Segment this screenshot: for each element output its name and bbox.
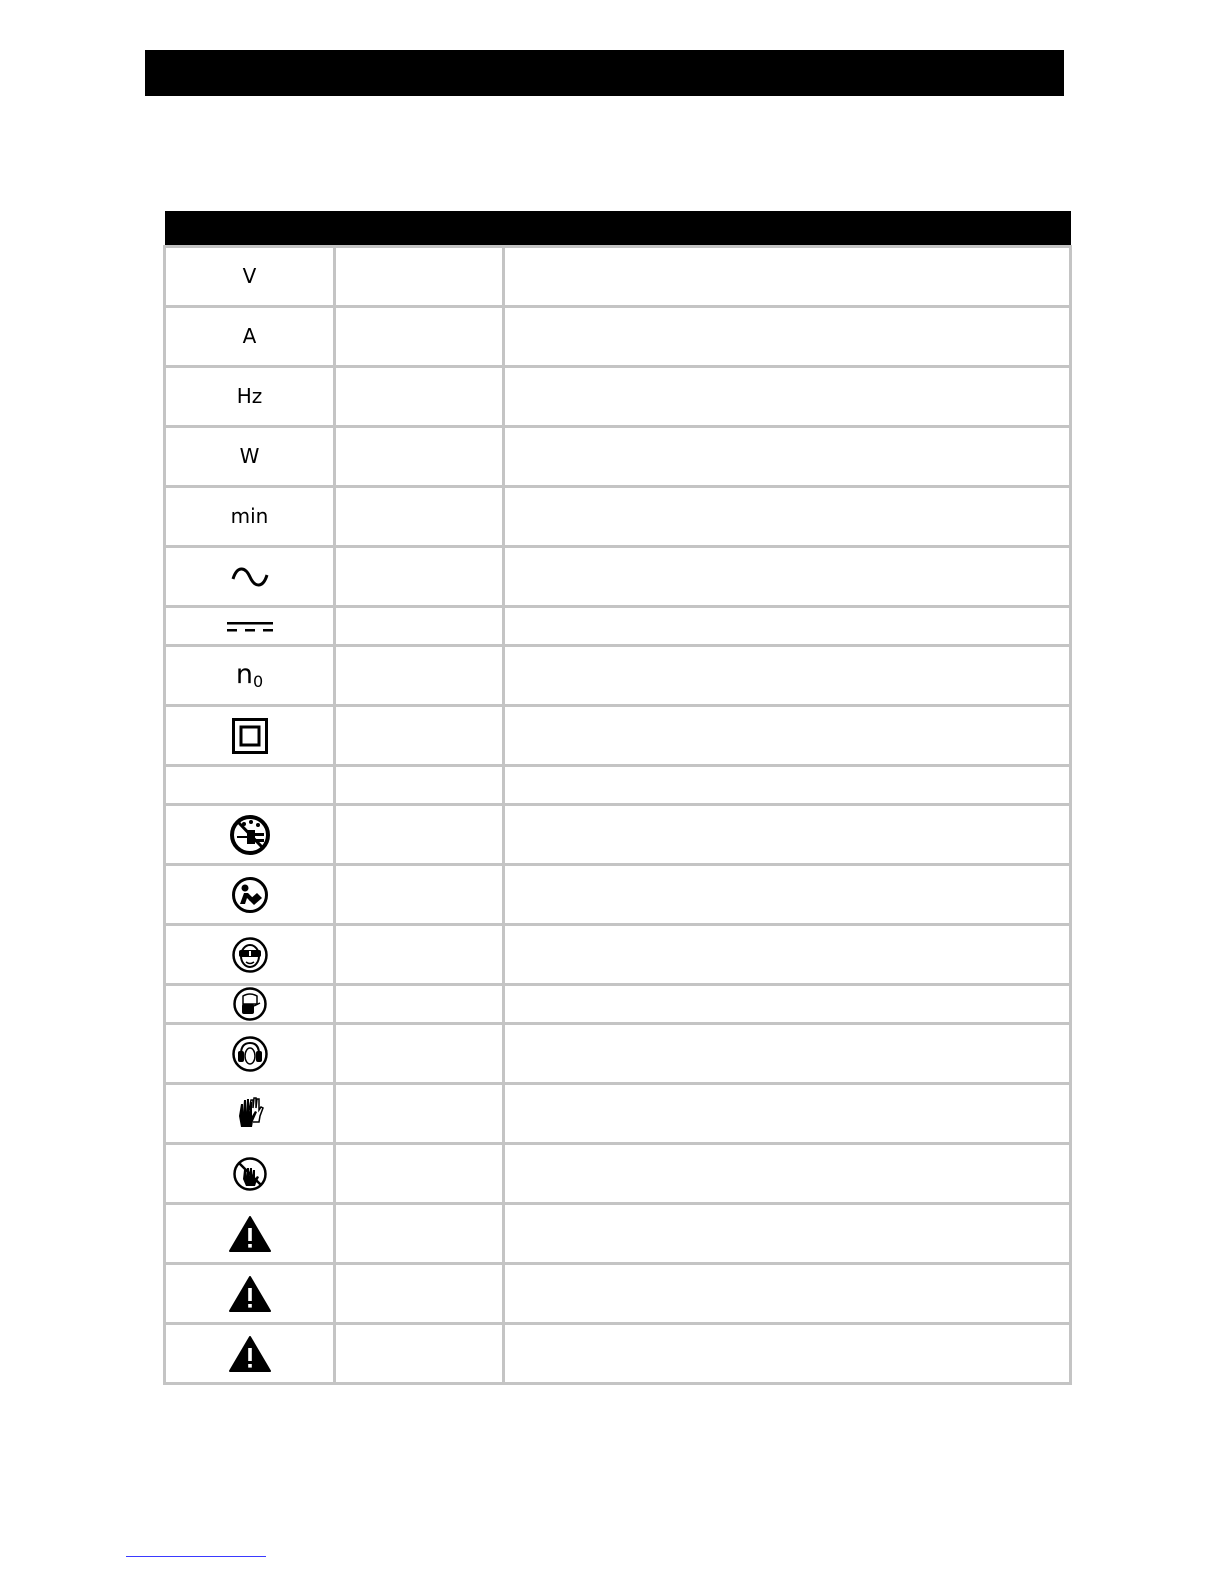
description-cell	[504, 1144, 1071, 1204]
symbol-cell	[165, 487, 335, 547]
table-row	[165, 1204, 1071, 1264]
table-row	[165, 706, 1071, 766]
description-cell	[504, 805, 1071, 865]
description-cell	[504, 1204, 1071, 1264]
symbol-cell	[165, 1024, 335, 1084]
table-row	[165, 766, 1071, 805]
table-row	[165, 367, 1071, 427]
term-cell	[335, 427, 504, 487]
symbols-table	[163, 211, 1072, 1385]
description-cell	[504, 427, 1071, 487]
symbol-cell	[165, 1204, 335, 1264]
symbol-cell	[165, 925, 335, 985]
term-cell	[335, 646, 504, 706]
table-row	[165, 607, 1071, 646]
table-row	[165, 865, 1071, 925]
symbol-cell	[165, 307, 335, 367]
wear-ear-protection-icon	[231, 1035, 269, 1073]
description-cell	[504, 1264, 1071, 1324]
warning-triangle-icon	[228, 1215, 272, 1253]
double-insulation-icon	[232, 718, 268, 754]
description-cell	[504, 925, 1071, 985]
description-cell	[504, 247, 1071, 307]
term-cell	[335, 547, 504, 607]
term-cell	[335, 1024, 504, 1084]
description-cell	[504, 706, 1071, 766]
ampere-symbol: A	[242, 324, 257, 348]
read-manual-icon	[231, 876, 269, 914]
table-row	[165, 805, 1071, 865]
wear-gloves-icon	[235, 1096, 265, 1132]
symbol-cell	[165, 805, 335, 865]
description-cell	[504, 985, 1071, 1024]
symbol-cell	[165, 607, 335, 646]
volt-symbol: V	[242, 264, 257, 288]
table-row	[165, 547, 1071, 607]
term-cell	[335, 1264, 504, 1324]
term-cell	[335, 487, 504, 547]
term-cell	[335, 1204, 504, 1264]
symbol-cell	[165, 1324, 335, 1384]
alternating-current-icon	[231, 564, 269, 590]
description-cell	[504, 367, 1071, 427]
term-cell	[335, 766, 504, 805]
description-cell	[504, 766, 1071, 805]
no-load-speed-symbol: $n_0$	[235, 659, 264, 691]
term-cell	[335, 1084, 504, 1144]
table-row	[165, 1144, 1071, 1204]
symbol-cell	[165, 865, 335, 925]
symbol-cell	[165, 367, 335, 427]
direct-current-icon	[227, 621, 273, 633]
table-row	[165, 646, 1071, 706]
no-gloves-icon	[232, 1156, 268, 1192]
table-row	[165, 487, 1071, 547]
table-header-bar	[165, 211, 1071, 247]
unplug-before-maintenance-icon	[229, 814, 271, 856]
wear-eye-protection-icon	[231, 936, 269, 974]
term-cell	[335, 1144, 504, 1204]
term-cell	[335, 1324, 504, 1384]
symbol-cell	[165, 985, 335, 1024]
table-row	[165, 427, 1071, 487]
watt-symbol: W	[239, 444, 260, 468]
symbol-cell	[165, 766, 335, 805]
term-cell	[335, 805, 504, 865]
wear-dust-mask-icon	[232, 986, 268, 1022]
description-cell	[504, 487, 1071, 547]
table-row	[165, 1024, 1071, 1084]
term-cell	[335, 985, 504, 1024]
symbol-cell	[165, 1144, 335, 1204]
table-row	[165, 247, 1071, 307]
term-cell	[335, 706, 504, 766]
term-cell	[335, 865, 504, 925]
table-row	[165, 1324, 1071, 1384]
symbol-cell	[165, 247, 335, 307]
description-cell	[504, 607, 1071, 646]
description-cell	[504, 1324, 1071, 1384]
symbol-cell	[165, 427, 335, 487]
term-cell	[335, 607, 504, 646]
description-cell	[504, 865, 1071, 925]
top-banner	[145, 50, 1064, 96]
table-row	[165, 307, 1071, 367]
symbol-cell	[165, 646, 335, 706]
warning-triangle-icon	[228, 1335, 272, 1373]
table-row	[165, 1264, 1071, 1324]
symbol-cell	[165, 1264, 335, 1324]
description-cell	[504, 307, 1071, 367]
warning-triangle-icon	[228, 1275, 272, 1313]
symbol-cell	[165, 547, 335, 607]
footer-link[interactable]	[126, 1555, 266, 1557]
table-header-row	[165, 211, 1071, 247]
table-row	[165, 985, 1071, 1024]
description-cell	[504, 1084, 1071, 1144]
symbol-cell	[165, 1084, 335, 1144]
symbol-cell	[165, 706, 335, 766]
minute-symbol: min	[230, 504, 269, 528]
term-cell	[335, 247, 504, 307]
term-cell	[335, 367, 504, 427]
description-cell	[504, 1024, 1071, 1084]
table-row	[165, 925, 1071, 985]
term-cell	[335, 307, 504, 367]
term-cell	[335, 925, 504, 985]
description-cell	[504, 547, 1071, 607]
description-cell	[504, 646, 1071, 706]
table-row	[165, 1084, 1071, 1144]
hertz-symbol: Hz	[236, 384, 263, 408]
